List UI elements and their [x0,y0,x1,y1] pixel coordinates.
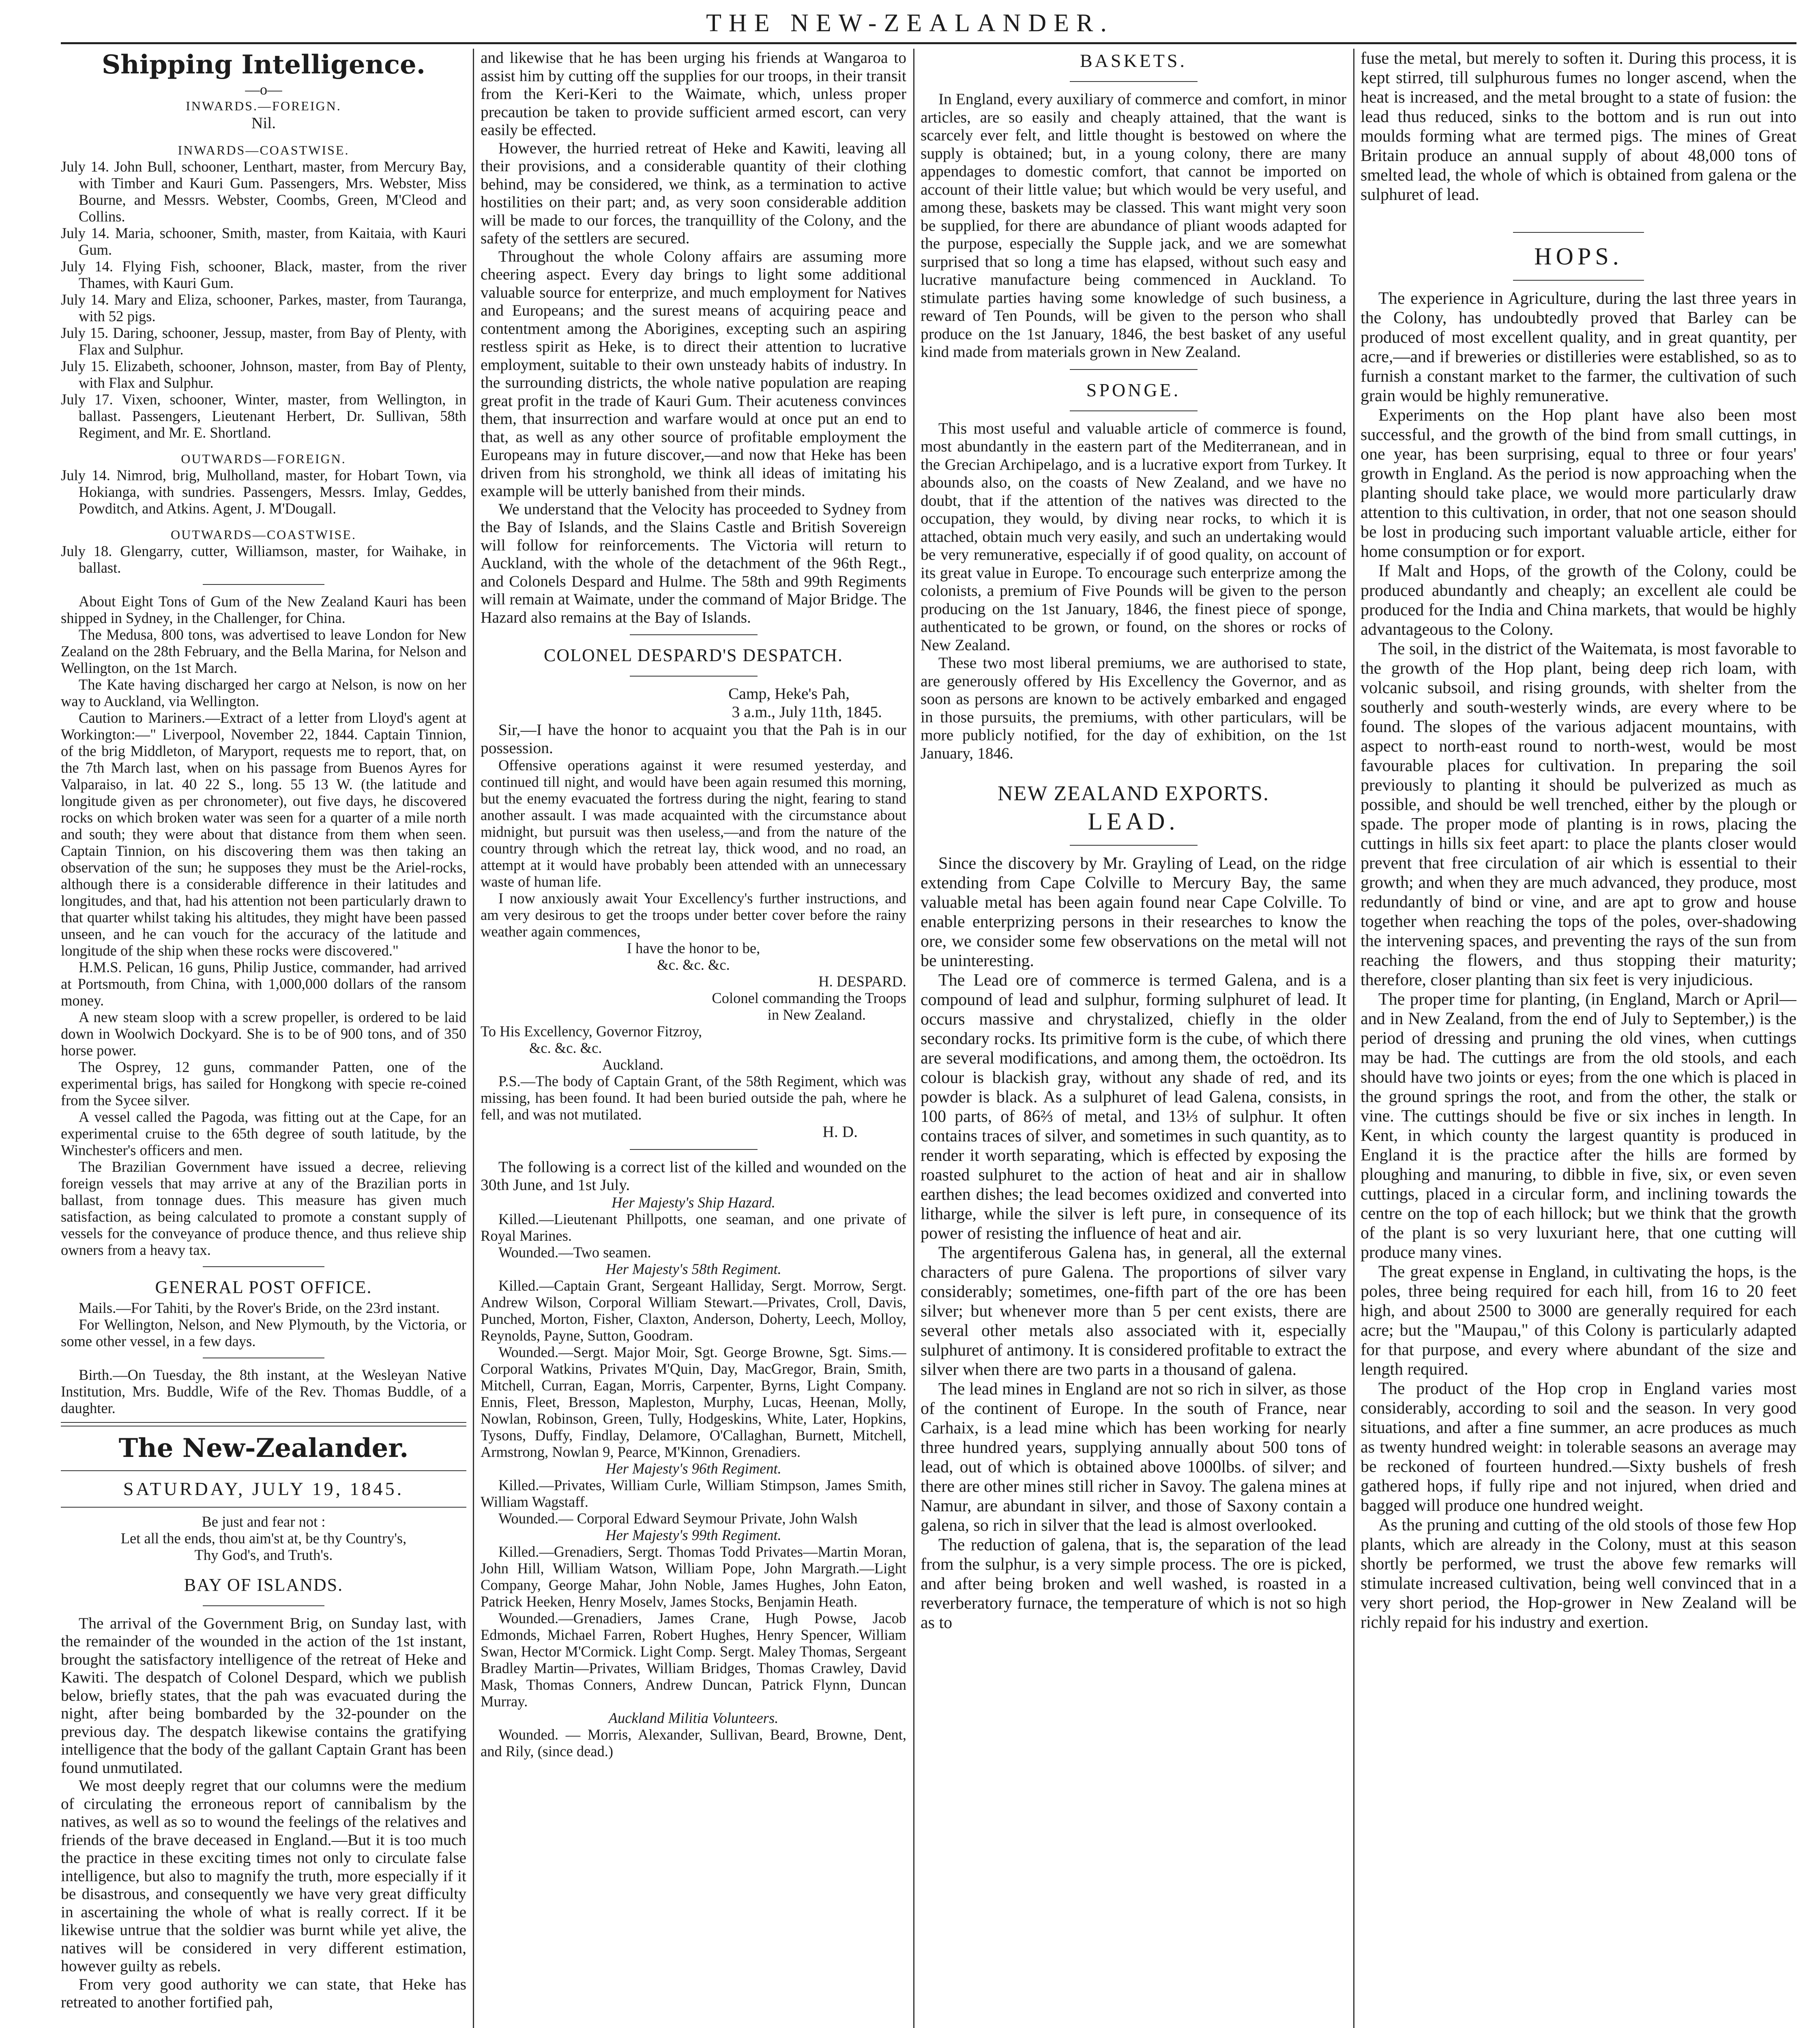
news-paragraph: H.M.S. Pelican, 16 guns, Philip Justice, commander, had arrived at Portsmouth, from China, with 1,000,000 dollars of the ransom money. [61,958,466,1009]
inwards-foreign-value: Nil. [251,114,276,132]
leader-paragraph: We most deeply regret that our columns were the medium of circulating the erroneous report of cannibalism by the natives, as well as so to wound the feelings of the relatives and friends of the brave deceased in England.—But it is too much the practice in these exciting times not only to circulate false intelligence, but also to magnify the truth, more especially if it be disastrous, and consequently we have very great difficulty in ascertaining the whole of what is really correct. If it be likewise untrue that the soldier was burnt while yet alive, the natives will be considered in very different estimation, however guilty as rebels. [61,1777,466,1975]
addressee-line: &c. &c. &c. [529,1040,602,1056]
section-rule [630,676,758,677]
motto-line: Let all the ends, thou aim'st at, be thy Country's, [120,1530,407,1547]
casualty-unit: Her Majesty's Ship Hazard. [612,1194,775,1211]
exports-heading: NEW ZEALAND EXPORTS. [998,782,1269,805]
column-2 [481,49,906,2028]
lead-paragraph: Since the discovery by Mr. Grayling of Lead, on the ridge extending from Cape Colville to Mercury Bay, the same valuable metal has been again found near Cape Colville. To enable enterprizing persons in their researches to know the ore, we consider some few observations on the metal will not be uninteresting. [921,854,1346,970]
sponge-heading: SPONGE. [1086,379,1181,400]
lead-heading: LEAD. [1088,808,1179,835]
postscript-sign: H. D. [822,1123,858,1141]
shipping-entry: July 15. Elizabeth, schooner, Johnson, master, from Bay of Plenty, with Flax and Sulphur. [61,357,466,391]
casualty-entry: Wounded.— Corporal Edward Seymour Private, John Walsh [498,1510,858,1527]
outwards-foreign-label: OUTWARDS—FOREIGN. [181,451,346,466]
mail-notice: Mails.—For Tahiti, by the Rover's Bride, on the 23rd instant. [79,1299,440,1316]
lead-paragraph: The reduction of galena, that is, the separation of the lead from the sulphur, is a very simple process. The ore is picked, and after being broken and well washed, is roasted in a reverberatory furnace, the temperature of which is not so high as to [921,1536,1346,1632]
casualty-unit: Her Majesty's 96th Regiment. [605,1460,781,1477]
postscript: P.S.—The body of Captain Grant, of the 58th Regiment, which was missing, has been found. It had been buried outside the pah, where he fell, and was not mutilated. [481,1073,906,1123]
news-paragraph: The Brazilian Government have issued a decree, relieving foreign vessels that may arrive at any of the Brazilian ports in ballast, from tonnage dues. This measure has given much satisfaction, as being calculated to promote a constant supply of vessels for the conveyance of produce thence, and thus relieve ship owners from a heavy tax. [61,1158,466,1258]
section-rule [1070,410,1198,411]
casualty-entry: Killed.—Grenadiers, Sergt. Thomas Todd Privates—Martin Moran, John Hill, William Watson, William Pope, John Margrath.—Light Company, George Mahar, John Noble, James Hughes, John Eaton, Patrick Heeken, Henry Moselv, James Stocks, Benjamin Heath. [481,1543,906,1610]
double-rule [61,1422,466,1426]
masthead-rule [61,42,1796,44]
shipping-entry: July 17. Vixen, schooner, Winter, master, from Wellington, in ballast. Passengers, Lieutenant Herbert, Dr. Sullivan, 58th Regiment, and Mr. E. Shortland. [61,391,466,441]
casualty-unit: Her Majesty's 99th Regiment. [605,1526,781,1543]
section-rule [203,1605,324,1606]
section-ornament: —o— [245,81,282,98]
news-paragraph: Caution to Mariners.—Extract of a letter from Lloyd's agent at Workington:—" Liverpool, November 22, 1844. Captain Tinnion, of the brig Middleton, of Maryport, requests me to report, that, on the 7th March last, when on his passage from Buenos Ayres for Valparaiso, in lat. 40 22 S., long. 55 13 W. (the latitude and longitude given as per chronometer), out five days, he discovered rocks on which broken water was seen for a quarter of a mile north and south; they were about that distance from them when seen. Captain Tinnion, on his discovering them was then taking an observation of the sun; he supposes they must be the Ariel-rocks, although there is a considerable difference in their latitudes and longitudes, and that, had his attention not been particularly drawn to that quarter whilst taking his altitudes, they might have been passed unseen, and he can vouch for the accuracy of the latitude and longitude of the ship when these rocks were discovered." [61,709,466,959]
signoff-line: in New Zealand. [767,1006,866,1023]
news-paragraph: A vessel called the Pagoda, was fitting out at the Cape, for an experimental cruise to the 65th degree of south latitude, by the Winchester's officers and men. [61,1108,466,1158]
leader-paragraph: The arrival of the Government Brig, on Sunday last, with the remainder of the wounded in the action of the 1st instant, brought the satisfactory intelligence of the retreat of Heke and Kawiti. The despatch of Colonel Despard, which we publish below, briefly states, that the pah was evacuated during the night, after being bombarded by the 32-pounder on the previous day. The despatch likewise contains the gratifying intelligence that the body of the gallant Captain Grant has been found unmutilated. [61,1614,466,1777]
leader-heading: BAY OF ISLANDS. [184,1575,343,1595]
casualty-unit: Auckland Militia Volunteers. [608,1709,779,1726]
section-rule [1513,232,1644,233]
column-4 [1361,49,1796,2028]
casualty-entry: Killed.—Captain Grant, Sergeant Halliday, Sergt. Morrow, Sergt. Andrew Wilson, Corporal William Stewart.—Privates, Croll, Davis, Punched, Morton, Fisher, Claxton, Anderson, Doherty, Leech, Molloy, Reynolds, Payne, Sutton, Goodram. [481,1277,906,1344]
dateline: SATURDAY, JULY 19, 1845. [123,1478,404,1499]
dateline-rule [61,1507,466,1508]
column-divider [473,49,474,2028]
column-3 [921,49,1346,2028]
shipping-entry: July 14. John Bull, schooner, Lenthart, master, from Mercury Bay, with Timber and Kauri Gum. Passengers, Mrs. Webster, Miss Bourne, and Messrs. Webster, Coombs, Green, M'Cleod and Collins. [61,158,466,225]
section-rule [203,584,324,585]
motto-line: Thy God's, and Truth's. [194,1546,333,1563]
casualty-entry: Wounded.—Grenadiers, James Crane, Hugh Powse, Jacob Edmonds, Michael Farren, Robert Hughes, Henry Spencer, William Swan, Hector M'Cormick. Light Comp. Sergt. Maley Thomas, Sergeant Bradley Martin—Privates, William Bridges, Thomas Crawley, David Mask, Thomas Conners, Andrew Duncan, Patrick Flynn, Duncan Murray. [481,1609,906,1710]
shipping-entry: July 14. Maria, schooner, Smith, master, from Kaitaia, with Kauri Gum. [61,224,466,258]
despatch-paragraph: Sir,—I have the honor to acquaint you that the Pah is in our possession. [481,721,906,757]
despatch-place: Camp, Heke's Pah, [728,685,850,702]
signoff-line: I have the honor to be, [627,940,760,956]
news-paragraph: The Osprey, 12 guns, commander Patten, one of the experimental brigs, has sailed for Hongkong with specie re-coined from the Sycee silver. [61,1058,466,1109]
casualty-entry: Killed.—Privates, William Curle, William Stimpson, James Smith, William Wagstaff. [481,1476,906,1510]
hops-heading: HOPS. [1534,243,1623,270]
signoff-line: H. DESPARD. [818,973,906,990]
inwards-coastwise-label: INWARDS—COASTWISE. [178,142,350,157]
casualty-entry: Killed.—Lieutenant Phillpotts, one seaman, and one private of Royal Marines. [481,1210,906,1244]
leader-paragraph: From very good authority we can state, that Heke has retreated to another fortified pah, [61,1975,466,2011]
news-paragraph: The Kate having discharged her cargo at Nelson, is now on her way to Auckland, via Wellington. [61,676,466,709]
hops-paragraph: The great expense in England, in cultivating the hops, is the poles, three being required for each hill, from 16 to 20 feet high, and about 2500 to 3000 are generally required for each acre; but the "Maupau," of this Colony is particularly adapted for that purpose, and every where abundant of the size and length required. [1361,1263,1796,1379]
despatch-heading: COLONEL DESPARD'S DESPATCH. [544,645,843,665]
dateline-rule [61,1470,466,1471]
news-paragraph: The Medusa, 800 tons, was advertised to leave London for New Zealand on the 28th February, and the Bella Marina, for Nelson and Wellington, on the 1st March. [61,626,466,676]
sponge-paragraph: This most useful and valuable article of commerce is found, most abundantly in the eastern part of the Mediterranean, and in the Grecian Archipelago, and is a lucrative export from Turkey. It abounds also, on the coasts of New Zealand, and we have no doubt, that if the attention of the natives was directed to the occupation, they would, by diving near rocks, to which it is attached, obtain much very easily, and such an undertaking would be very remunerative, especially if of good quality, on account of its great value in Europe. To encourage such enterprize among the colonists, a premium of Five Pounds will be given to the person producing on the 1st January, 1846, the finest piece of sponge, authenticated to be grown, or found, on the shores or rocks of New Zealand. [921,419,1346,654]
lead-paragraph: The argentiferous Galena has, in general, all the external characters of pure Galena. The proportions of silver vary considerably; sometimes, one-fifth part of the ore has been silver; but whenever more than 5 per cent exists, there are several other metals also associated with it, especially sulphuret of antimony. It is considered profitable to extract the silver when there are two parts in a thousand of galena. [921,1244,1346,1379]
post-office-heading: GENERAL POST OFFICE. [155,1277,372,1297]
paper-title: The New-Zealander. [118,1433,409,1463]
section-rule [1513,280,1644,281]
baskets-paragraph: In England, every auxiliary of commerce and comfort, in minor articles, are so easily and cheaply attained, that the want is scarcely ever felt, and little thought is bestowed on where the supply is obtained; but, in a young colony, there are many appendages to domestic comfort, that cannot be imported on account of their little value; but which would be very useful, and among these, baskets may be classed. This want might very soon be supplied, for there are abundance of pliant woods adapted for the purpose, especially the Supple jack, and we are somewhat surprised that so long a time has elapsed, without such easy and lucrative manufacture being commenced in Auckland. To stimulate parties having some knowledge of such business, a reward of Ten Pounds, will be given to the person who shall produce on the 1st January, 1846, the best basket of any useful kind made from materials grown in New Zealand. [921,90,1346,361]
masthead: THE NEW-ZEALANDER. [706,9,1114,37]
section-rule [1070,369,1198,370]
signoff-line: Colonel commanding the Troops [712,990,906,1006]
casualty-entry: Wounded.—Sergt. Major Moir, Sgt. George Browne, Sgt. Sims.—Corporal Watkins, Privates M'Quin, Day, MacGregor, Brain, Smith, Mitchell, Curran, Eagan, Morris, Carpenter, Byrns, Light Company. Ennis, Fleet, Bresson, Mapleston, Murphy, Lucas, Heenan, Molly, Nowlan, Robinson, Green, Tully, Hodgeskins, White, Later, Hopkins, Tysons, Duffy, Findlay, Delamore, O'Callaghan, Burnett, Mitchell, Armstrong, Nowlan 9, Pearce, M'Kinnon, Grenadiers. [481,1343,906,1460]
shipping-entry: July 14. Mary and Eliza, schooner, Parkes, master, from Tauranga, with 52 pigs. [61,291,466,324]
casualty-entry: Wounded. — Morris, Alexander, Sullivan, Beard, Browne, Dent, and Rily, (since dead.) [481,1726,906,1759]
lead-paragraph: The Lead ore of commerce is termed Galena, and is a compound of lead and sulphur, forming sulphuret of lead. It occurs massive and chrystalized, chiefly in the older secondary rocks. Its primitive form is the cube, of which there are several modifications, and among them, the octoëdron. Its colour is blackish gray, without any shade of red, and its powder is black. As a sulphuret of lead Galena, consists, in 100 parts, of 86⅔ of metal, and 13⅓ of sulphur. It often contains traces of silver, and sometimes in such quantity, as to render it worth separating, which is effected by exposing the roasted sulphuret to the action of heat and air in shallow earthen dishes; the lead becomes oxidized and converted into litharge, while the silver is left pure, in consequence of its power of resisting the influence of heat and air. [921,971,1346,1243]
column-divider [913,49,914,2028]
addressee-line: Auckland. [602,1056,664,1073]
motto-line: Be just and fear not : [202,1513,326,1530]
hops-paragraph: Experiments on the Hop plant have also been most successful, and the growth of the bind from small cuttings, in one year, has been surprising, equal to three or four years' growth in England. As the period is now approaching when the planting should take place, we would more particularly draw attention to this cultivation, in order, that not one season should be lost in producing such important valuable article, either for home consumption or for export. [1361,406,1796,561]
baskets-heading: BASKETS. [1080,50,1187,71]
outwards-coastwise-label: OUTWARDS—COASTWISE. [171,527,356,542]
column-1 [61,49,466,2028]
section-rule [1070,81,1198,82]
leader-paragraph: We understand that the Velocity has proceeded to Sydney from the Bay of Islands, and the Slains Castle and British Sovereign will follow for reinforcements. The Victoria will return to Auckland, with the whole of the detachment of the 96th Regt., and Colonels Despard and Hulme. The 58th and 99th Regiments will remain at Waimate, under the command of Major Bridge. The Hazard also remains at the Bay of Islands. [481,500,906,626]
hops-paragraph: If Malt and Hops, of the growth of the Colony, could be produced abundantly and cheaply; an excellent ale could be produced for the India and China markets, that would be highly advantageous to the Colony. [1361,562,1796,639]
addressee-line: To His Excellency, Governor Fitzroy, [481,1023,702,1040]
shipping-entry: July 15. Daring, schooner, Jessup, master, from Bay of Plenty, with Flax and Sulphur. [61,324,466,358]
despatch-paragraph: I now anxiously await Your Excellency's further instructions, and am very desirous to get the troops under better cover before the rainy weather again commences, [481,890,906,940]
shipping-entry: July 14. Nimrod, brig, Mulholland, master, for Hobart Town, via Hokianga, with sundries. Passengers, Messrs. Imlay, Geddes, Powditch, and Atkins. Agent, J. M'Dougall. [61,466,466,517]
section-rule [630,634,758,635]
shipping-entry: July 18. Glengarry, cutter, Williamson, master, for Waihake, in ballast. [61,542,466,576]
section-rule [630,1149,758,1150]
section-rule [203,1266,324,1267]
mail-notice: For Wellington, Nelson, and New Plymouth, by the Victoria, or some other vessel, in a few days. [61,1316,466,1349]
hops-paragraph: The product of the Hop crop in England varies most considerably, according to soil and the season. In very good situations, and after a fine summer, an acre produces as much as twenty hundred weight: in tolerable seasons an average may be reckoned of fourteen hundred.—Sixty bushels of fresh gathered hops, if fully ripe and not injured, when dried and bagged will produce one hundred weight. [1361,1379,1796,1515]
sponge-paragraph: These two most liberal premiums, we are authorised to state, are generously offered by His Excellency the Governor, and as soon as persons are known to be actively embarked and engaged in those pursuits, the premiums, with other particulars, will be more publicly notified, for the day of exhibition, on the 1st January, 1846. [921,654,1346,762]
casualty-entry: Wounded.—Two seamen. [498,1244,651,1261]
birth-notice: Birth.—On Tuesday, the 8th instant, at the Wesleyan Native Institution, Mrs. Buddle, Wife of the Rev. Thomas Buddle, of a daughter. [61,1366,466,1416]
hops-paragraph: The proper time for planting, (in England, March or April—and in New Zealand, from the end of July to September,) is the period of dressing and pruning the old vines, when cuttings may be had. The cuttings are from the old stools, and each should have two joints or eyes; from the one which is placed in the ground springs the root, and from the other, the stalk or vine. The cuttings should be five or six inches in length. In Kent, in which county the largest quantity is produced in England it is the practice after the hills are formed by ploughing and manuring, to dibble in five, six, or even seven cuttings, placed in a circular form, and inclining towards the centre on the top of each hillock; but we think that the growth of the plant is so very luxuriant here, that one cutting will produce many vines. [1361,990,1796,1262]
news-paragraph: A new steam sloop with a screw propeller, is ordered to be laid down in Woolwich Dockyard. She is to be of 900 tons, and of 350 horse power. [61,1008,466,1059]
casualty-intro: The following is a correct list of the killed and wounded on the 30th June, and 1st July. [481,1158,906,1194]
despatch-date: 3 a.m., July 11th, 1845. [732,702,882,721]
shipping-intelligence-heading: Shipping Intelligence. [101,49,426,80]
leader-paragraph: Throughout the whole Colony affairs are assuming more cheering aspect. Every day brings to light some additional valuable source for enterprize, and much employment for Natives and Europeans; and the surest means of acquiring peace and contentment among the Aborigines, excepting such an aspiring restless spirit as Heke, is to direct their attention to lucrative employment, suitable to their own unsteady habits of industry. In the surrounding districts, the whole native population are reaping great profit in the trade of Kauri Gum. Their acuteness convinces them, that insurrection and warfare would at once put an end to that, as well as any other source of profitable employment the Europeans may in future discover,—and now that Heke has been driven from his stronghold, we think all ideas of imitating his example will be utterly banished from their minds. [481,247,906,500]
leader-paragraph: However, the hurried retreat of Heke and Kawiti, leaving all their provisions, and a considerable quantity of their clothing behind, may be considered, we think, as a termination to active hostilities on their part; and, as very soon considerable addition will be made to our forces, the tranquillity of the Colony, and the safety of the settlers are secured. [481,139,906,247]
section-rule [1070,845,1198,846]
casualty-unit: Her Majesty's 58th Regiment. [605,1260,781,1277]
lead-paragraph: fuse the metal, but merely to soften it. During this process, it is kept stirred, till sulphurous fumes no longer ascend, when the heat is increased, and the metal brought to a state of fusion: the lead thus reduced, sinks to the bottom and is run out into moulds forming what are termed pigs. The mines of Great Britain produce an annual supply of about 48,000 tons of smelted lead, the whole of which is obtained from galena or the sulphuret of lead. [1361,49,1796,204]
column-divider [1353,49,1354,2028]
hops-paragraph: As the pruning and cutting of the old stools of those few Hop plants, which are already in the Colony, must at this season shortly be performed, we trust the above few remarks will stimulate increased cultivation, being well convinced that in a very short period, the Hop-grower in New Zealand will be richly repaid for his industry and exertion. [1361,1516,1796,1632]
despatch-paragraph: Offensive operations against it were resumed yesterday, and continued till night, and would have been again resumed this morning, but the enemy evacuated the fortress during the night, fearing to stand another assault. I was made acquainted with the circumstance about midnight, but pursuit was then useless,—and from the nature of the country through which the retreat lay, thick wood, and no road, an attempt at it would have probably been attended with an unnecessary waste of human life. [481,757,906,890]
hops-paragraph: The soil, in the district of the Waitemata, is most favorable to the growth of the Hop plant, being deep rich loam, with volcanic subsoil, and rising grounds, with shelter from the southerly and south-westerly winds, are every where to be found. The slopes of the various adjacent mountains, with aspect to north-east round to north-west, would be most favourable places for cultivation. In preparing the soil previously to planting it should be pulverized as much as possible, and should be well trenched, either by the plough or spade. The proper mode of planting is in rows, placing the cuttings in hills six feet apart: to place the plants closer would prevent that free circulation of air which is essential to their growth; and when they are much advanced, they produce, most redundantly of bind or vine, and are apt to grow and house together when reaching the tops of the poles, over-shadowing the intervening spaces, and preventing the rays of the sun from reaching the flowers, and thus stopping their maturity; therefore, closer planting than six feet is very injudicious. [1361,640,1796,989]
signoff-line: &c. &c. &c. [657,956,730,973]
inwards-foreign-label: INWARDS.—FOREIGN. [186,99,341,113]
lead-paragraph: The lead mines in England are not so rich in silver, as those of the continent of Europe. In the south of France, near Carhaix, is a lead mine which has been working for nearly three hundred years, supplying annually about 500 tons of lead, out of which is obtained above 1000lbs. of silver; and there are other mines still richer in Savoy. The galena mines at Namur, are abundant in silver, and those of Saxony contain a galena, so rich in silver that the lead is almost overlooked. [921,1380,1346,1535]
leader-paragraph: and likewise that he has been urging his friends at Wangaroa to assist him by cutting off the supplies for our troops, in their transit from the Keri-Keri to the Waimate, which, unless proper precaution be taken to provide sufficient armed escort, can very easily be effected. [481,49,906,139]
news-paragraph: About Eight Tons of Gum of the New Zealand Kauri has been shipped in Sydney, in the Challenger, for China. [61,593,466,626]
shipping-entry: July 14. Flying Fish, schooner, Black, master, from the river Thames, with Kauri Gum. [61,258,466,291]
hops-paragraph: The experience in Agriculture, during the last three years in the Colony, has undoubtedly proved that Barley can be produced of most excellent quality, and in great quantity, per acre,—and if breweries or distilleries were established, so as to furnish a constant market to the farmer, the cultivation of such grain would be highly remunerative. [1361,289,1796,405]
